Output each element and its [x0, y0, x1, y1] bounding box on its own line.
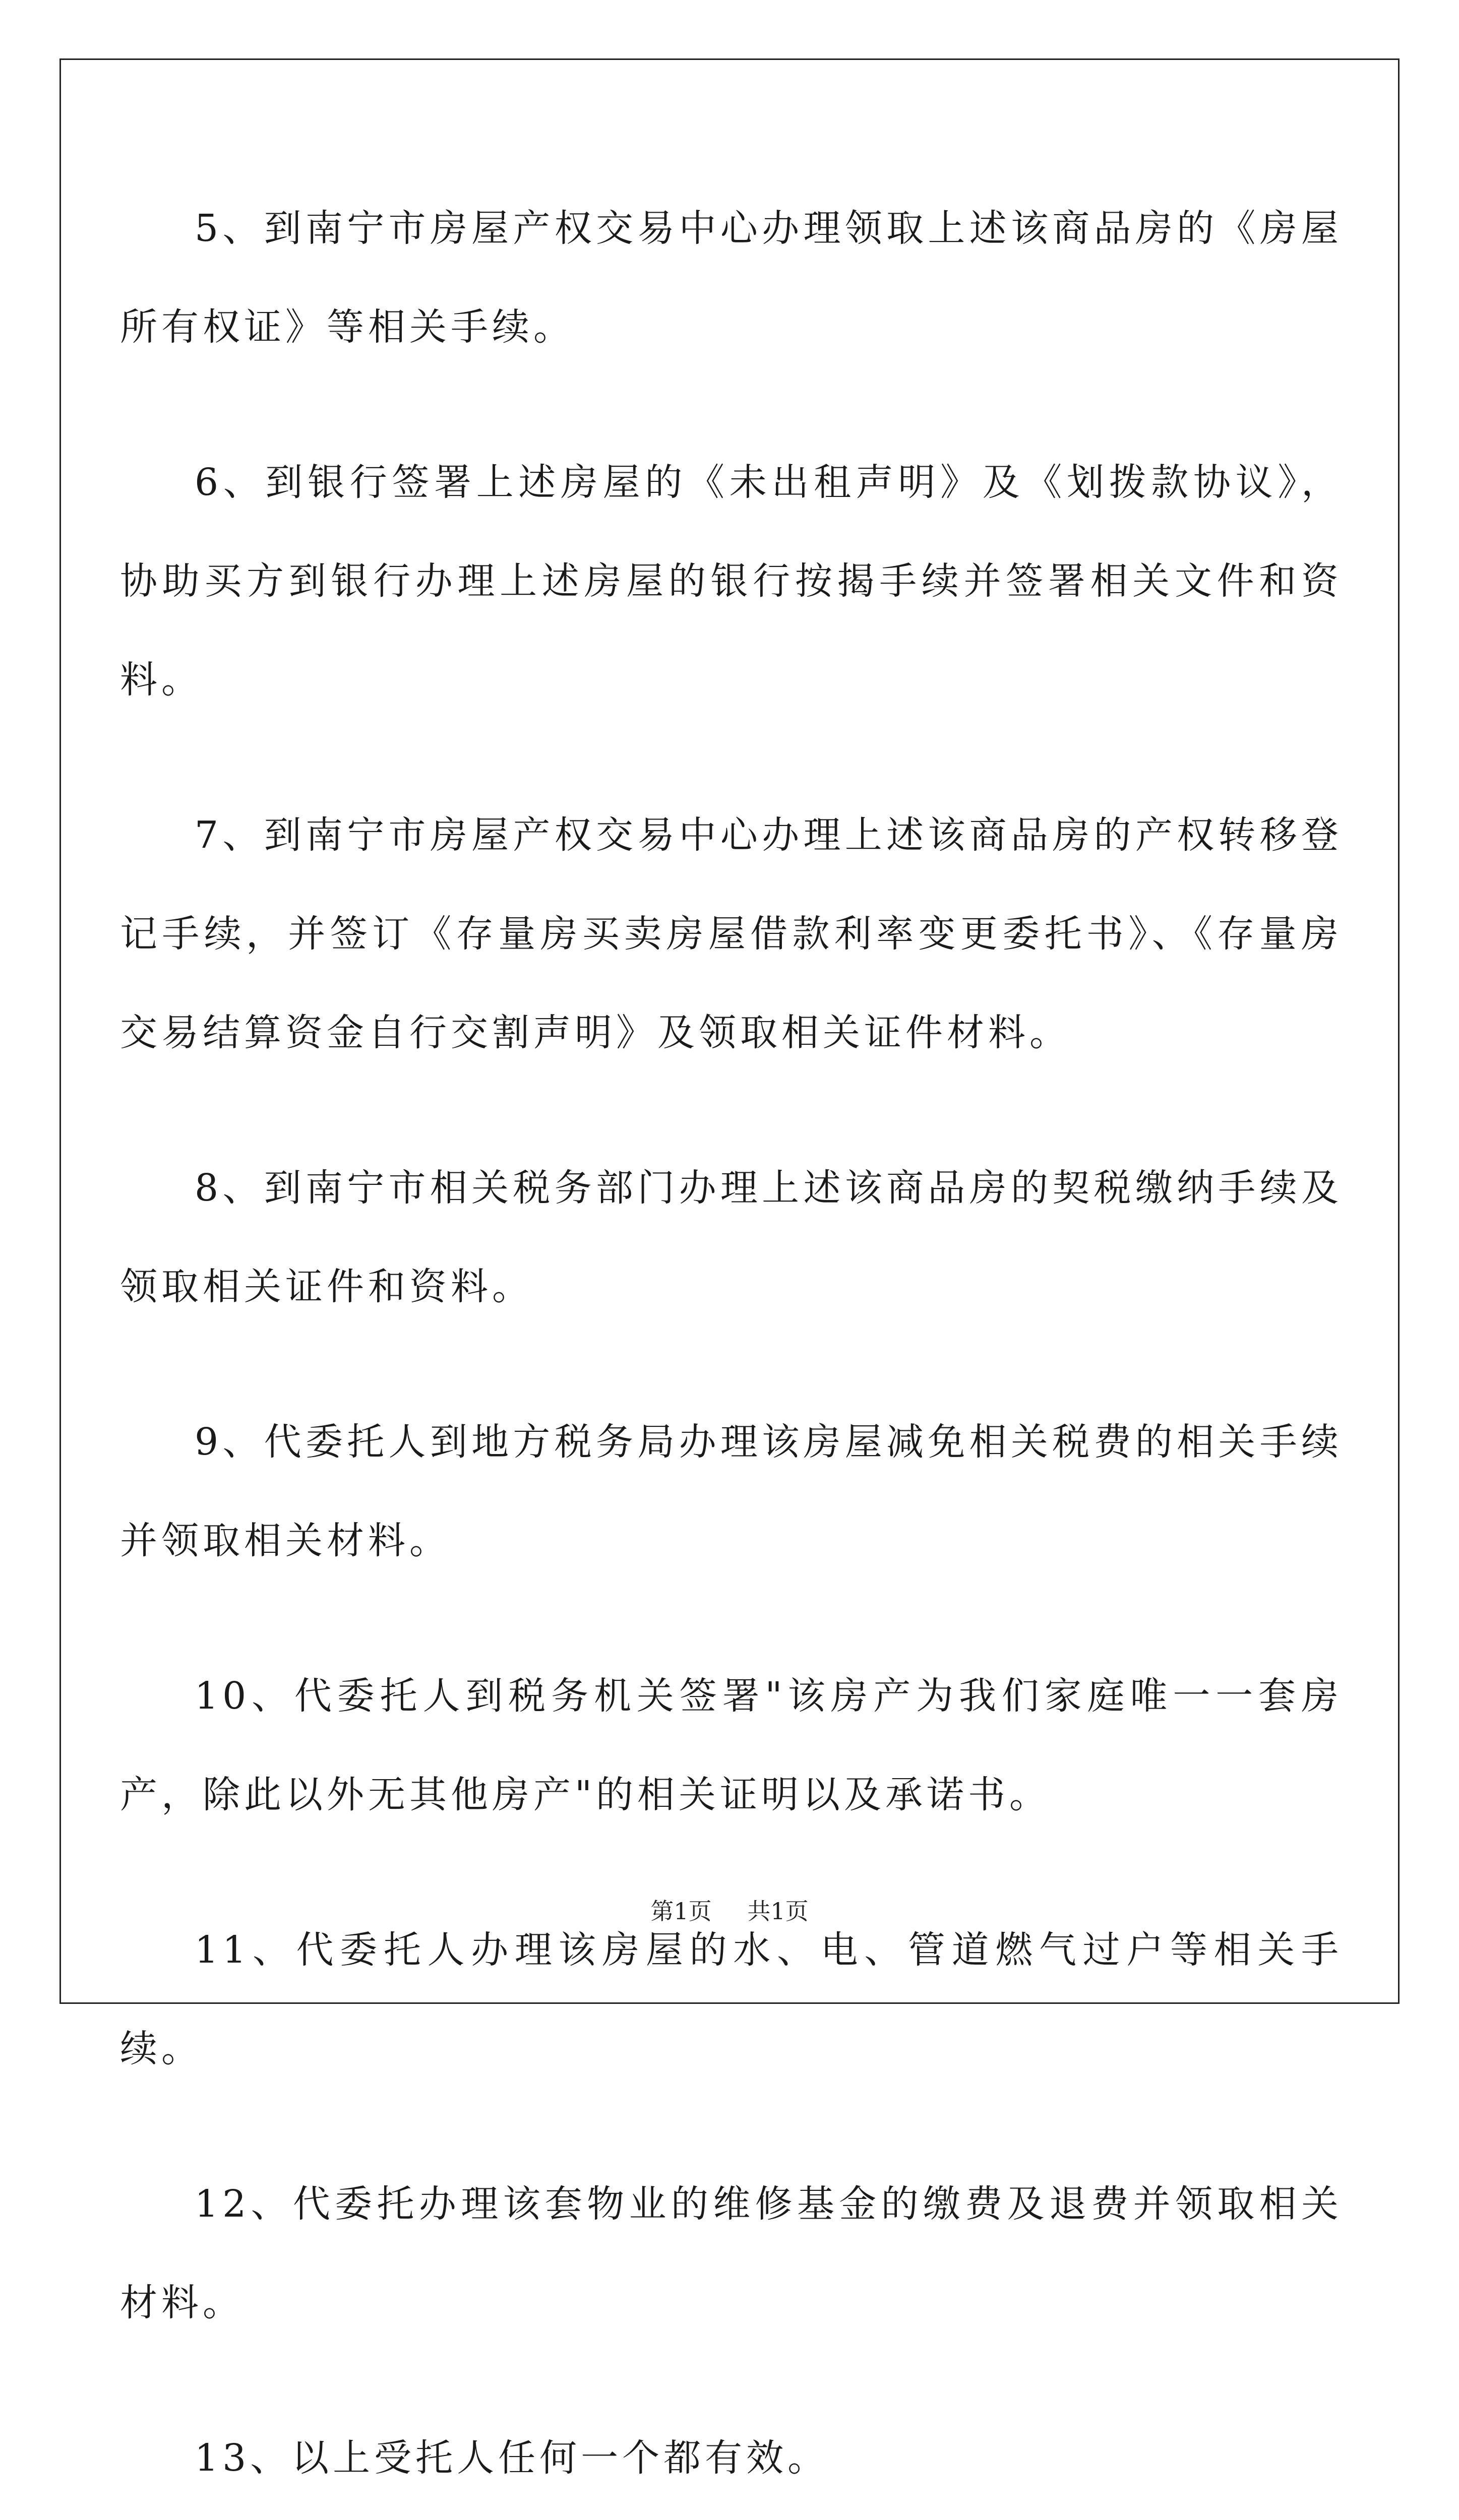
paragraph-item-13: 13、以上受托人任何一个都有效。 [195, 2436, 829, 2480]
page-number-total: 共1页 [747, 1898, 809, 1925]
paragraph-item-5: 5、到南宁市房屋产权交易中心办理领取上述该商品房的《房屋所有权证》等相关手续。 [120, 207, 1343, 349]
paragraph-item-8: 8、到南宁市相关税务部门办理上述该商品房的契税缴纳手续及领取相关证件和资料。 [120, 1166, 1343, 1308]
paragraph-item-7: 7、到南宁市房屋产权交易中心办理上述该商品房的产权转移登记手续，并签订《存量房买卖房屋借款利率变更委托书》、《存量房交易结算资金自行交割声明》及领取相关证件材料。 [120, 813, 1343, 1054]
page-number-current: 第1页 [650, 1898, 712, 1925]
document-body [120, 179, 1343, 2520]
paragraph-item-6: 6、到银行签署上述房屋的《未出租声明》及《划拨款协议》，协助买方到银行办理上述房屋的银行按揭手续并签署相关文件和资料。 [120, 461, 1343, 702]
paragraph-item-10: 10、代委托人到税务机关签署"该房产为我们家庭唯一一套房产，除此以外无其他房产"的相关证明以及承诺书。 [120, 1674, 1343, 1816]
paragraph-item-11: 11、代委托人办理该房屋的水、电、管道燃气过户等相关手续。 [120, 1928, 1343, 2070]
paragraph-item-12: 12、代委托办理该套物业的维修基金的缴费及退费并领取相关材料。 [120, 2182, 1343, 2324]
page-footer [0, 1896, 1459, 1926]
paragraph-item-9: 9、代委托人到地方税务局办理该房屋减免相关税费的相关手续并领取相关材料。 [120, 1420, 1343, 1562]
